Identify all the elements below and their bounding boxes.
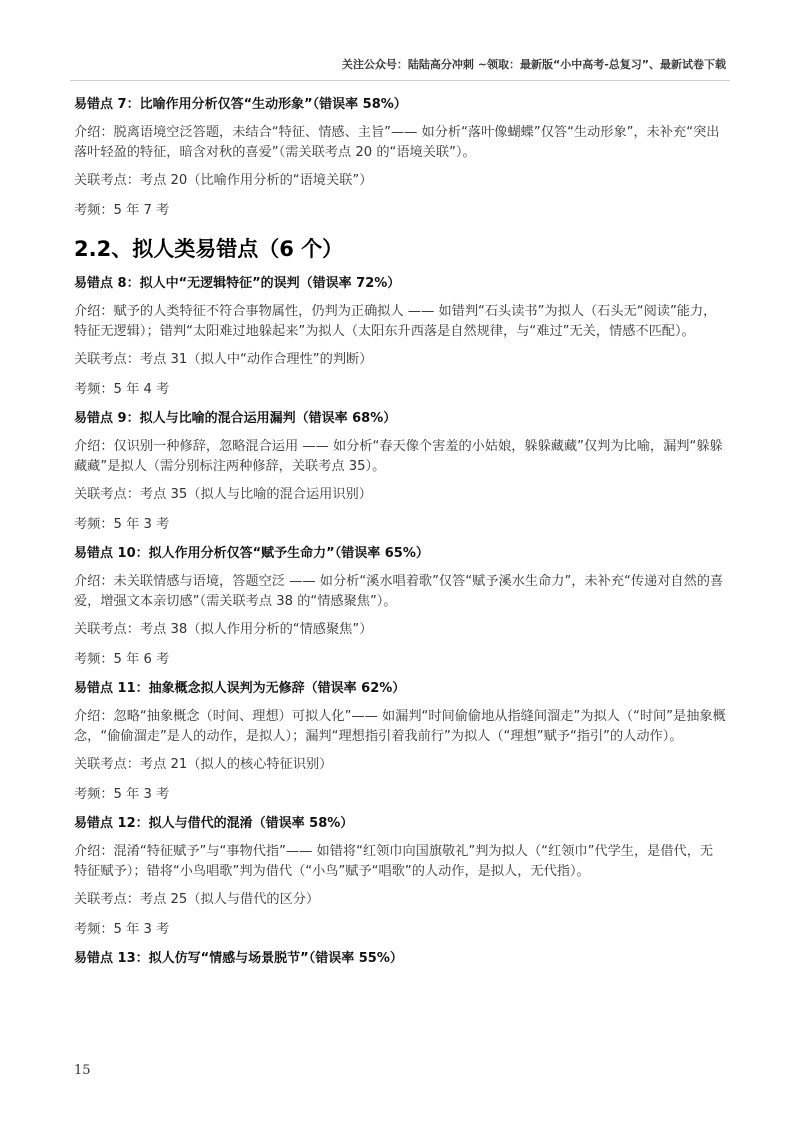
item-12-frequency: 考频：5 年 3 考	[74, 922, 170, 937]
item-13-title: 易错点 13：拟人仿写“情感与场景脱节”（错误率 55%）	[74, 951, 403, 966]
item-11-title: 易错点 11：抽象概念拟人误判为无修辞（错误率 62%）	[74, 681, 406, 696]
item-8-intro: 介绍：赋予的人类特征不符合事物属性，仍判为正确拟人 —— 如错判“石头读书”为拟人（石头无“阅读”能力，特征无逻辑）；错判“太阳难过地躲起来”为拟人（太阳东升西落是自然规律，与“难过”无关，情感不匹配）。	[74, 304, 717, 339]
item-11-related: 关联考点：考点 21（拟人的核心特征识别）	[74, 757, 333, 772]
item-9-related: 关联考点：考点 35（拟人与比喻的混合运用识别）	[74, 487, 372, 502]
page-header: 关注公众号：陆陆高分冲刺 ~领取：最新版“小中高考-总复习”、最新试卷下载	[341, 58, 726, 71]
item-10-intro: 介绍：未关联情感与语境，答题空泛 —— 如分析“溪水唱着歌”仅答“赋予溪水生命力”，未补充“传递对自然的喜爱，增强文本亲切感”（需关联考点 38 的“情感聚焦”）。	[74, 574, 724, 609]
item-11-intro: 介绍：忽略“抽象概念（时间、理想）可拟人化”—— 如漏判“时间偷偷地从指缝间溜走”为拟人（“时间”是抽象概念，“偷偷溜走”是人的动作，是拟人）；漏判“理想指引着我前行”为拟人（“理想”赋予“指引”的人动作）。	[74, 709, 726, 744]
item-7-title: 易错点 7：比喻作用分析仅答“生动形象”（错误率 58%）	[74, 97, 407, 112]
item-8-title: 易错点 8：拟人中“无逻辑特征”的误判（错误率 72%）	[74, 276, 401, 291]
page-number: 15	[74, 1063, 91, 1078]
item-9-title: 易错点 9：拟人与比喻的混合运用漏判（错误率 68%）	[74, 411, 397, 426]
item-10-related: 关联考点：考点 38（拟人作用分析的“情感聚焦”）	[74, 622, 373, 637]
item-7-related: 关联考点：考点 20（比喻作用分析的“语境关联”）	[74, 173, 373, 188]
item-12-title: 易错点 12：拟人与借代的混淆（错误率 58%）	[74, 816, 354, 831]
header-rule	[70, 80, 730, 81]
page-content	[74, 96, 726, 977]
item-12-intro: 介绍：混淆“特征赋予”与“事物代指”—— 如错将“红领巾向国旗敬礼”判为拟人（“红领巾”代学生，是借代，无特征赋予）；错将“小鸟唱歌”判为借代（“小鸟”赋予“唱歌”的人动作，是拟人，无代指）。	[74, 844, 714, 879]
item-11-frequency: 考频：5 年 3 考	[74, 787, 170, 802]
item-10-frequency: 考频：5 年 6 考	[74, 652, 170, 667]
item-7-frequency: 考频：5 年 7 考	[74, 203, 170, 218]
item-8-frequency: 考频：5 年 4 考	[74, 382, 170, 397]
item-8-related: 关联考点：考点 31（拟人中“动作合理性”的判断）	[74, 352, 373, 367]
section-heading: 2.2、拟人类易错点（6 个）	[74, 237, 344, 261]
item-9-frequency: 考频：5 年 3 考	[74, 517, 170, 532]
item-12-related: 关联考点：考点 25（拟人与借代的区分）	[74, 892, 320, 907]
item-10-title: 易错点 10：拟人作用分析仅答“赋予生命力”（错误率 65%）	[74, 546, 429, 561]
item-9-intro: 介绍：仅识别一种修辞，忽略混合运用 —— 如分析“春天像个害羞的小姑娘，躲躲藏藏”仅判为比喻，漏判“躲躲藏藏”是拟人（需分别标注两种修辞，关联考点 35）。	[74, 439, 723, 474]
item-7-intro: 介绍：脱离语境空泛答题，未结合“特征、情感、主旨”—— 如分析“落叶像蝴蝶”仅答“生动形象”，未补充“突出落叶轻盈的特征，暗含对秋的喜爱”（需关联考点 20 的“语境关联”）。	[74, 125, 720, 160]
